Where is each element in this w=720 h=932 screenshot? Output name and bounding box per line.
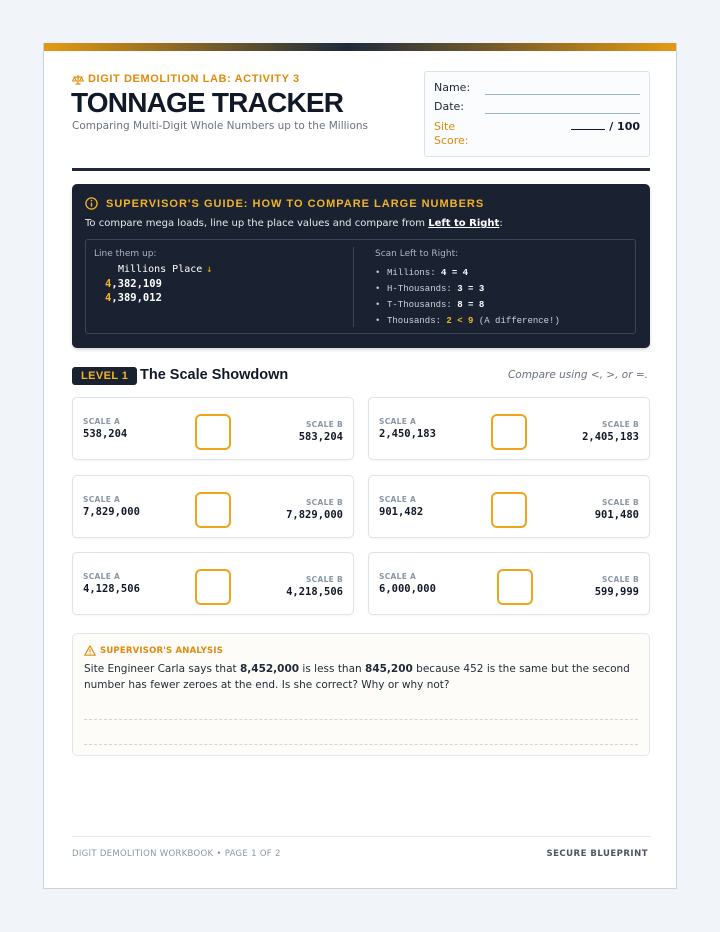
number-2-lead-digit: 4: [105, 292, 112, 304]
number-1-rest: ,382,109: [111, 278, 162, 290]
score-label: Site Score:: [434, 120, 469, 147]
guide-intro-text: To compare mega loads, line up the place values and compare from: [85, 218, 429, 229]
scale-a-label: SCALE A: [379, 495, 417, 504]
comparison-answer-box[interactable]: [195, 492, 231, 528]
analysis-text-part: because 452 is the same but the second number has fewer zeroes at the end. Is she correct? Why or why not?: [84, 663, 630, 691]
scan-step: [374, 265, 560, 281]
analysis-text-part: is less than: [299, 663, 366, 675]
scale-b-label: SCALE B: [601, 498, 639, 507]
footer-divider: [72, 836, 650, 837]
scale-a-value: 2,450,183: [379, 428, 436, 440]
warning-icon: [84, 645, 96, 656]
step-note: (A difference!): [473, 316, 560, 326]
scan-step: [374, 297, 560, 313]
guide-example-panel: [85, 239, 636, 334]
supervisor-analysis: [72, 633, 650, 756]
date-label: Date:: [434, 100, 464, 113]
level-instruction: Compare using <, >, or =.: [507, 369, 648, 381]
comparison-card: [72, 475, 354, 538]
guide-intro: [85, 218, 503, 229]
guide-intro-emphasis: Left to Right: [428, 218, 500, 229]
analysis-text-part: Site Engineer Carla says that: [84, 663, 240, 675]
date-field[interactable]: [485, 113, 640, 114]
comparison-card: [368, 552, 650, 615]
scale-b-label: SCALE B: [305, 498, 343, 507]
guide-intro-suffix: :: [499, 218, 503, 229]
page-subtitle: Comparing Multi-Digit Whole Numbers up to the Millions: [72, 120, 369, 132]
scale-a-label: SCALE A: [83, 495, 121, 504]
step-label: Thousands:: [387, 316, 447, 326]
info-icon: [85, 197, 98, 210]
answer-line[interactable]: [84, 744, 638, 745]
step-label: H-Thousands:: [387, 284, 458, 294]
scale-a-value: 7,829,000: [83, 506, 140, 518]
step-value: 2 < 9: [446, 316, 474, 326]
name-field[interactable]: [485, 94, 640, 95]
scale-a-label: SCALE A: [379, 572, 417, 581]
arrow-down-icon: ↓: [206, 264, 213, 275]
step-value: 8 = 8: [457, 300, 485, 310]
scale-b-value: 901,480: [594, 509, 639, 521]
comparison-answer-box[interactable]: [195, 569, 231, 605]
step-value: 3 = 3: [457, 284, 485, 294]
activity-kicker: [72, 73, 300, 85]
example-number-2: [105, 292, 162, 304]
scale-b-label: SCALE B: [305, 575, 343, 584]
answer-line[interactable]: [84, 719, 638, 720]
scale-b-value: 4,218,506: [286, 586, 343, 598]
top-accent-bar: [44, 43, 676, 51]
analysis-prompt: [84, 661, 640, 693]
scan-step: [374, 313, 560, 329]
analysis-heading-text: SUPERVISOR'S ANALYSIS: [100, 645, 224, 656]
score-field[interactable]: [571, 120, 640, 133]
scale-b-value: 2,405,183: [582, 431, 639, 443]
scale-a-label: SCALE A: [379, 417, 417, 426]
step-label: Millions:: [387, 268, 442, 278]
place-label-text: Millions Place: [118, 264, 203, 275]
analysis-number-2: 845,200: [365, 663, 413, 675]
line-up-title: Line them up:: [94, 249, 157, 259]
scale-b-label: SCALE B: [305, 420, 343, 429]
comparison-card: [368, 475, 650, 538]
footer-brand: SECURE BLUEPRINT: [546, 849, 648, 859]
place-label: [118, 264, 212, 275]
comparison-card: [72, 397, 354, 460]
scale-a-label: SCALE A: [83, 417, 121, 426]
step-label: T-Thousands:: [387, 300, 458, 310]
number-2-rest: ,389,012: [111, 292, 162, 304]
name-label: Name:: [434, 81, 471, 94]
number-1-lead-digit: 4: [105, 278, 112, 290]
scan-title: Scan Left to Right:: [375, 249, 459, 259]
comparison-card: [368, 397, 650, 460]
scan-step: [374, 281, 560, 297]
scale-a-value: 4,128,506: [83, 583, 140, 595]
score-total: / 100: [609, 120, 640, 133]
analysis-number-1: 8,452,000: [239, 663, 300, 675]
footer-page-info: DIGIT DEMOLITION WORKBOOK • PAGE 1 OF 2: [72, 849, 281, 859]
panel-divider: [353, 247, 354, 327]
scale-a-value: 901,482: [379, 506, 424, 518]
scale-b-value: 7,829,000: [286, 509, 343, 521]
comparison-answer-box[interactable]: [195, 414, 231, 450]
scale-b-label: SCALE B: [601, 575, 639, 584]
page-title: TONNAGE TRACKER: [71, 87, 344, 118]
scale-icon: [72, 74, 84, 85]
worksheet-page: [43, 43, 677, 889]
comparison-answer-box[interactable]: [497, 569, 533, 605]
scan-steps: [374, 265, 560, 329]
scale-a-value: 538,204: [83, 428, 128, 440]
comparison-answer-box[interactable]: [491, 414, 527, 450]
scale-b-label: SCALE B: [601, 420, 639, 429]
guide-heading: [85, 197, 484, 210]
step-value: 4 = 4: [441, 268, 469, 278]
level-badge: LEVEL 1: [72, 367, 137, 385]
guide-heading-text: SUPERVISOR'S GUIDE: HOW TO COMPARE LARGE NUMBERS: [106, 197, 485, 210]
level-title: The Scale Showdown: [140, 367, 289, 383]
scale-b-value: 599,999: [594, 586, 639, 598]
comparison-card: [72, 552, 354, 615]
scale-a-label: SCALE A: [83, 572, 121, 581]
activity-kicker-text: DIGIT DEMOLITION LAB: ACTIVITY 3: [88, 73, 300, 85]
example-number-1: [105, 278, 162, 290]
scale-b-value: 583,204: [298, 431, 343, 443]
scale-a-value: 6,000,000: [379, 583, 436, 595]
comparison-answer-box[interactable]: [491, 492, 527, 528]
analysis-heading: [84, 645, 223, 656]
student-info-box: [424, 71, 650, 157]
header-divider: [72, 168, 650, 171]
supervisor-guide: [72, 184, 650, 348]
